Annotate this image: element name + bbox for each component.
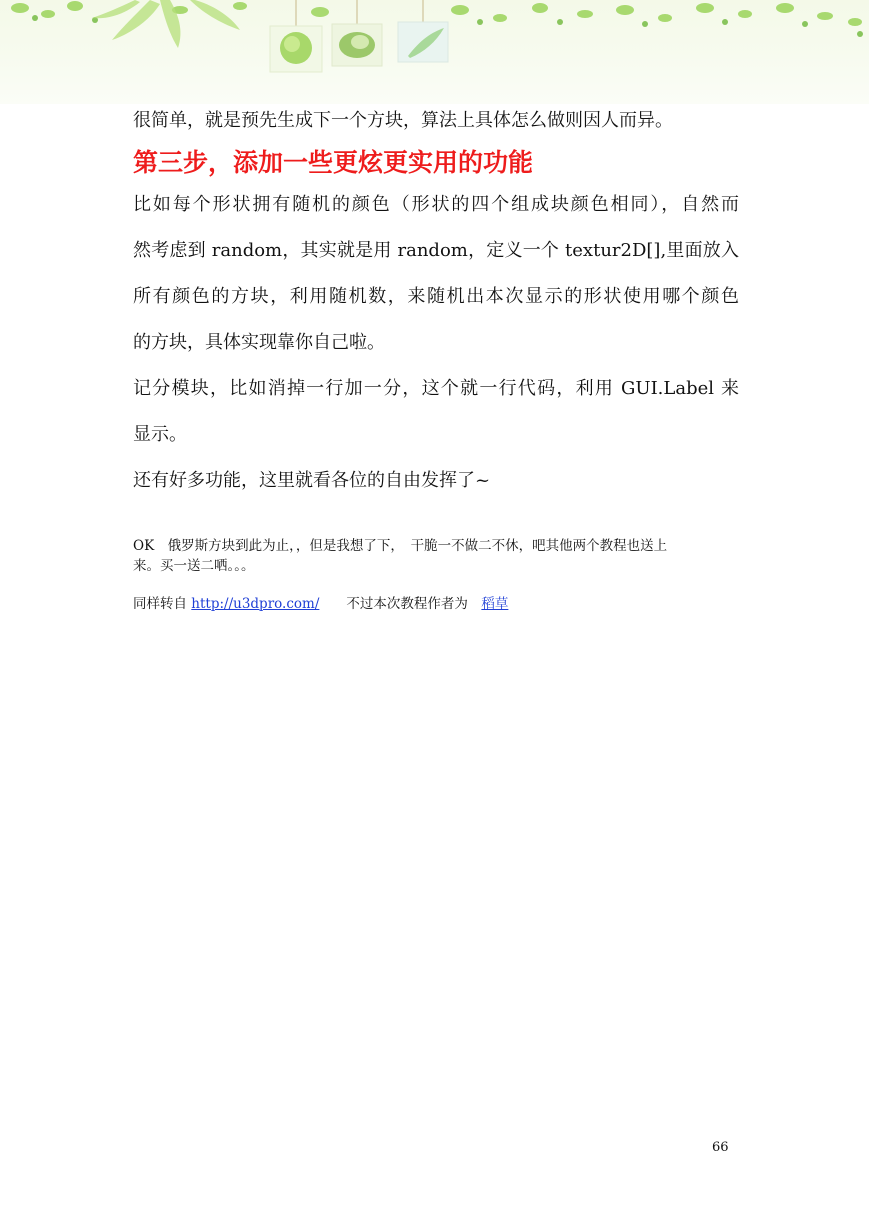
body-line-6: 记分模块，比如消掉一行加一分，这个就一行代码，利用 GUI.Label 来 <box>133 378 739 399</box>
closing-note-line-1: OK 俄罗斯方块到此为止，，但是我想了下， 干脆一不做二不休，吧其他两个教程也送上 <box>133 538 668 554</box>
author-link[interactable]: 稻草 <box>481 596 509 612</box>
body-line-8: 还有好多功能，这里就看各位的自由发挥了~ <box>133 470 491 491</box>
source-middle: 不过本次教程作者为 <box>319 596 482 612</box>
body-line-3: 然考虑到 random，其实就是用 random，定义一个 textur2D[],里面放入 <box>133 240 739 261</box>
header-banner <box>0 0 869 104</box>
body-line-4: 所有颜色的方块，利用随机数，来随机出本次显示的形状使用哪个颜色 <box>133 286 739 307</box>
body-line-7: 显示。 <box>133 424 187 445</box>
body-line-5: 的方块，具体实现靠你自己啦。 <box>133 332 385 353</box>
section-heading: 第三步，添加一些更炫更实用的功能 <box>133 148 534 177</box>
source-url-link[interactable]: http://u3dpro.com/ <box>191 596 320 612</box>
source-credit <box>133 594 739 614</box>
closing-note-line-2: 来。买一送二哂。。。 <box>133 558 255 574</box>
source-prefix: 同样转自 <box>133 596 192 612</box>
leaf-garland-decoration <box>0 0 869 104</box>
body-line-2: 比如每个形状拥有随机的颜色（形状的四个组成块颜色相同），自然而 <box>133 194 739 215</box>
page-number: 66 <box>712 1140 729 1155</box>
page-content <box>133 110 739 614</box>
closing-note <box>133 536 739 576</box>
body-line-1: 很简单，就是预先生成下一个方块，算法上具体怎么做则因人而异。 <box>133 110 673 131</box>
